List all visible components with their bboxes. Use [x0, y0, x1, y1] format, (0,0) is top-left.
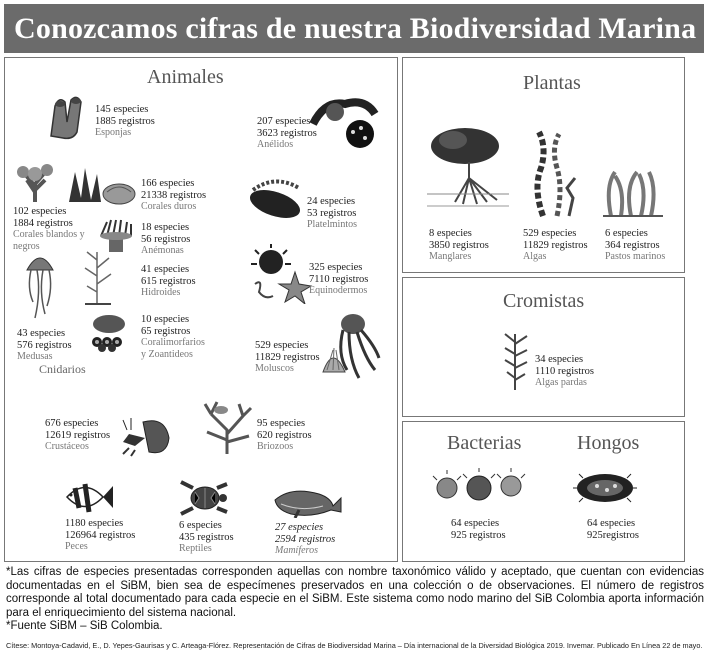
page-title: Conozcamos cifras de nuestra Biodiversidad Marina	[4, 4, 704, 53]
stat-bacterias: 64 especies 925 registros	[451, 518, 506, 541]
seagrass-icon	[601, 166, 665, 218]
bacteria-icon	[431, 468, 529, 508]
stat-medusas: 43 especies 576 registros Medusas	[17, 328, 72, 362]
algae-icon	[523, 128, 583, 218]
plantas-title: Plantas	[523, 72, 581, 94]
stat-corales-duros: 166 especies 21338 registros Corales duros	[141, 178, 207, 212]
starfish-icon	[249, 244, 315, 304]
footnote-text: *Las cifras de especies presentadas corresponden aquellas con nombre taxonómico válido y aceptado, que cuentan con evidencias documentadas en el SiBM, bien sea de especímenes preservados en una colección o de observaciones. El número de registros corresponde al total documentado para cada especie en el SiBM. Este sistema como nodo marino del SiB Colombia aporta información para el enriquecimiento del sistema nacional.	[6, 566, 704, 619]
flatworm-icon	[247, 174, 305, 224]
animales-title: Animales	[147, 66, 224, 88]
hermit-crab-icon	[121, 412, 173, 458]
bacterias-hongos-panel	[402, 421, 685, 562]
stat-anemonas: 18 especies 56 registros Anémonas	[141, 222, 191, 256]
zoanthid-icon	[89, 312, 129, 352]
stat-reptiles: 6 especies 435 registros Reptiles	[179, 520, 234, 554]
cromistas-title: Cromistas	[503, 290, 585, 312]
annelid-icon	[305, 94, 385, 150]
cnidarios-label: Cnidarios	[39, 362, 86, 376]
stat-platelmintos: 24 especies 53 registros Platelmintos	[307, 196, 357, 230]
stat-algas: 529 especies 11829 registros Algas	[523, 228, 588, 262]
cromistas-panel	[402, 277, 685, 417]
stat-anelidos: 207 especies 3623 registros Anélidos	[257, 116, 317, 150]
stat-briozoos: 95 especies 620 registros Briozoos	[257, 418, 312, 452]
hydroid-icon	[81, 246, 115, 306]
stat-peces: 1180 especies 126964 registros Peces	[65, 518, 136, 552]
footnote	[6, 566, 704, 634]
bryozoan-icon	[201, 400, 255, 456]
stat-hidroides: 41 especies 615 registros Hidroides	[141, 264, 196, 298]
brown-algae-icon	[501, 330, 531, 392]
turtle-icon	[179, 478, 231, 518]
stat-esponjas: 145 especies 1885 registros Esponjas	[95, 104, 155, 138]
stat-manglares: 8 especies 3850 registros Manglares	[429, 228, 489, 262]
plantas-panel	[402, 57, 685, 273]
stat-corales-blandos: 102 especies 1884 registros Corales blandos y negros	[13, 206, 85, 252]
stat-pastos-marinos: 6 especies 364 registros Pastos marinos	[605, 228, 666, 262]
citation: Cítese: Montoya-Cadavid, E., D. Yepes-Gaurisas y C. Arteaga-Flórez. Representación de Cifras de Biodiversidad Marina – Día internacional de la Diversidad Biológica 2019. Invemar. Publicado En Línea 22 de mayo.	[6, 641, 703, 650]
whale-icon	[271, 484, 343, 518]
fungi-icon	[573, 468, 637, 508]
footnote-source: *Fuente SiBM – SiB Colombia.	[6, 620, 163, 632]
stat-moluscos: 529 especies 11829 registros Moluscos	[255, 340, 320, 374]
hard-coral-icon	[65, 162, 137, 206]
jellyfish-icon	[25, 252, 55, 322]
fish-icon	[63, 480, 113, 514]
stat-hongos: 64 especies 925registros	[587, 518, 639, 541]
stat-algas-pardas: 34 especies 1110 registros Algas pardas	[535, 354, 595, 388]
soft-coral-icon	[15, 162, 55, 204]
stat-equinodermos: 325 especies 7110 registros Equinodermos	[309, 262, 369, 296]
stat-mamiferos: 27 especies 2594 registros Mamíferos	[275, 522, 336, 556]
bacterias-title: Bacterias	[447, 432, 522, 454]
mangrove-icon	[425, 122, 511, 216]
stat-zoantideos: 10 especies 65 registros Coralimorfarios y Zoantideos	[141, 314, 205, 360]
stat-crustaceos: 676 especies 12619 registros Crustáceos	[45, 418, 111, 452]
octopus-icon	[319, 310, 383, 382]
sponge-icon	[43, 92, 93, 142]
animales-panel	[4, 57, 398, 562]
hongos-title: Hongos	[577, 432, 640, 454]
